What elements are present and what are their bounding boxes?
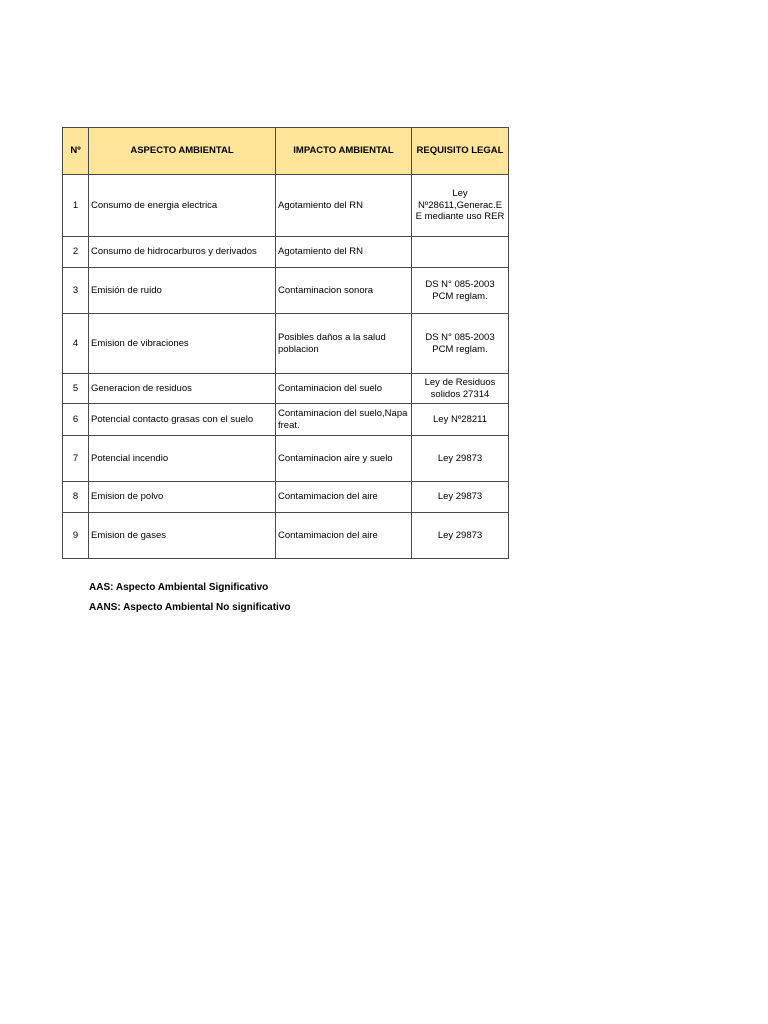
cell-num: 9 xyxy=(63,513,89,559)
cell-requisito: Ley de Residuos solidos 27314 xyxy=(412,374,509,404)
cell-requisito: DS N° 085-2003 PCM reglam. xyxy=(412,314,509,374)
header-row xyxy=(63,128,509,175)
cell-aspecto: Consumo de energia electrica xyxy=(89,175,276,237)
legend-aans: AANS: Aspecto Ambiental No significativo xyxy=(89,602,291,613)
cell-aspecto: Potencial contacto grasas con el suelo xyxy=(89,404,276,436)
header-aspecto: ASPECTO AMBIENTAL xyxy=(89,128,276,175)
cell-aspecto: Emision de gases xyxy=(89,513,276,559)
cell-impacto: Contaminacion del suelo,Napa freat. xyxy=(276,404,412,436)
cell-requisito: Ley Nº28611,Generac.E E mediante uso RER xyxy=(412,175,509,237)
cell-requisito: Ley 29873 xyxy=(412,482,509,513)
table-row xyxy=(63,268,509,314)
cell-num: 7 xyxy=(63,436,89,482)
table-row xyxy=(63,314,509,374)
cell-requisito: Ley 29873 xyxy=(412,513,509,559)
cell-impacto: Agotamiento del RN xyxy=(276,175,412,237)
table-row xyxy=(63,237,509,268)
table-row xyxy=(63,404,509,436)
header-impacto: IMPACTO AMBIENTAL xyxy=(276,128,412,175)
table-row xyxy=(63,175,509,237)
header-requisito: REQUISITO LEGAL xyxy=(412,128,509,175)
environmental-aspects-table xyxy=(62,127,509,559)
cell-num: 4 xyxy=(63,314,89,374)
header-num: Nº xyxy=(63,128,89,175)
table-row xyxy=(63,513,509,559)
cell-requisito: DS N° 085-2003 PCM reglam. xyxy=(412,268,509,314)
cell-num: 8 xyxy=(63,482,89,513)
cell-impacto: Contaminacion aire y suelo xyxy=(276,436,412,482)
cell-num: 1 xyxy=(63,175,89,237)
table-row xyxy=(63,374,509,404)
cell-num: 6 xyxy=(63,404,89,436)
cell-requisito: Ley Nº28211 xyxy=(412,404,509,436)
cell-aspecto: Potencial incendio xyxy=(89,436,276,482)
cell-impacto: Contaminacion del suelo xyxy=(276,374,412,404)
cell-aspecto: Emision de polvo xyxy=(89,482,276,513)
cell-aspecto: Consumo de hidrocarburos y derivados xyxy=(89,237,276,268)
cell-requisito xyxy=(412,237,509,268)
table-row xyxy=(63,482,509,513)
cell-num: 5 xyxy=(63,374,89,404)
cell-impacto: Agotamiento del RN xyxy=(276,237,412,268)
table-row xyxy=(63,436,509,482)
cell-impacto: Contaminacion sonora xyxy=(276,268,412,314)
cell-aspecto: Generacion de residuos xyxy=(89,374,276,404)
cell-impacto: Contamimacion del aire xyxy=(276,513,412,559)
cell-aspecto: Emisión de ruido xyxy=(89,268,276,314)
cell-impacto: Contamimacion del aire xyxy=(276,482,412,513)
cell-num: 2 xyxy=(63,237,89,268)
cell-num: 3 xyxy=(63,268,89,314)
cell-aspecto: Emision de vibraciones xyxy=(89,314,276,374)
legend-aas: AAS: Aspecto Ambiental Significativo xyxy=(89,582,269,593)
cell-requisito: Ley 29873 xyxy=(412,436,509,482)
cell-impacto: Posibles daños a la salud poblacion xyxy=(276,314,412,374)
